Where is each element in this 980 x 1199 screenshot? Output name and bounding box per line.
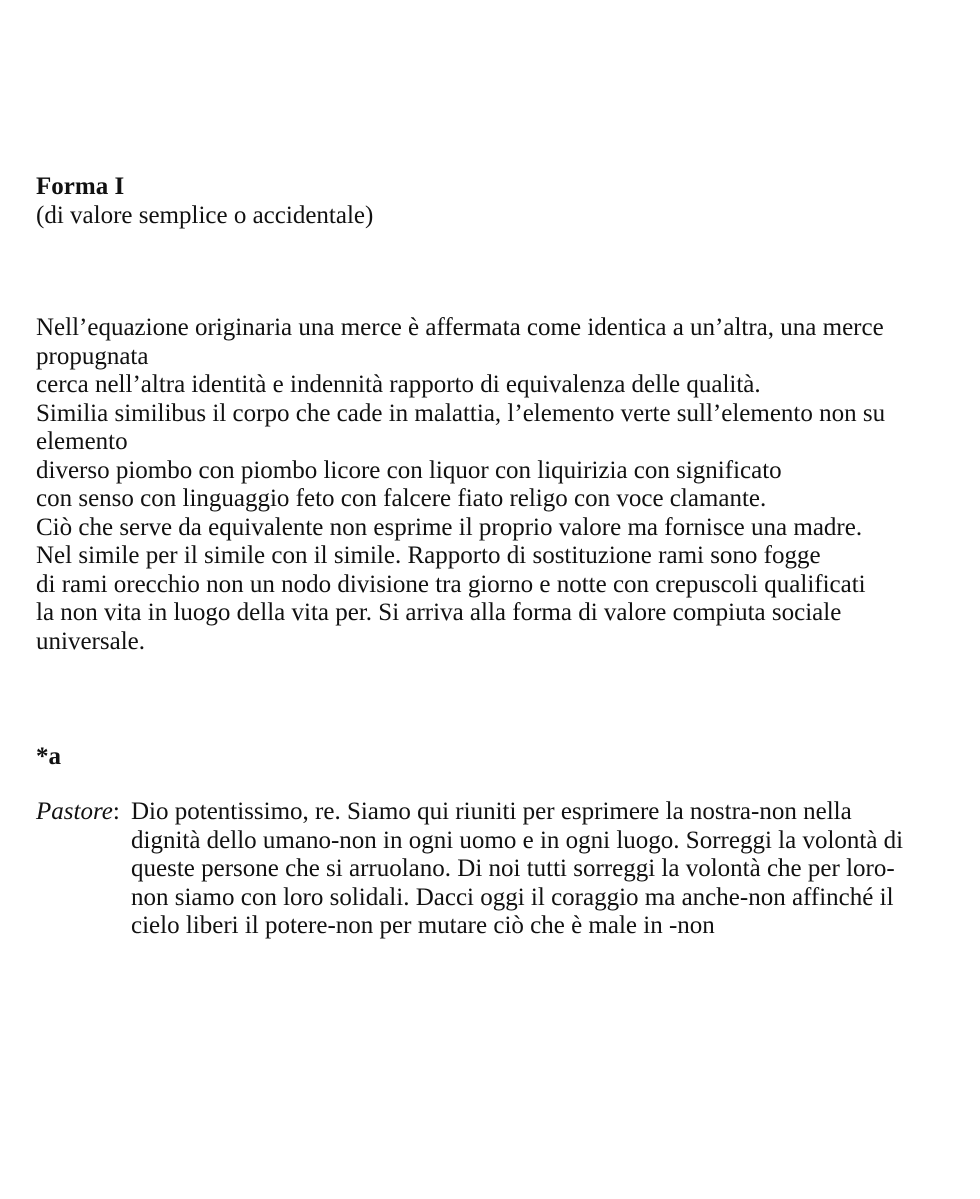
heading-subtitle: (di valore semplice o accidentale)	[36, 202, 374, 229]
speaker-name: Pastore	[36, 798, 113, 825]
speech-line: dignità dello umano-non in ogni uomo e in ogni luogo. Sorreggi la volontà di	[131, 826, 904, 854]
body-line: Nell’equazione originaria una merce è affermata come identica a un’altra, una merce	[36, 314, 884, 341]
body-line: diverso piombo con piombo licore con liquor con liquirizia con significato	[36, 456, 782, 484]
heading-title: Forma I	[36, 173, 125, 200]
speaker-label	[36, 798, 120, 827]
body-line: Ciò che serve da equivalente non esprime il proprio valore ma fornisce una madre.	[36, 513, 863, 541]
body-line: cerca nell’altra identità e indennità rapporto di equivalenza delle qualità.	[36, 371, 761, 398]
speaker-colon: :	[112, 798, 120, 825]
body-line: di rami orecchio non un nodo divisione tra giorno e notte con crepuscoli qualificati	[36, 570, 866, 598]
body-line: elemento	[36, 428, 128, 455]
body-line: Nel simile per il simile con il simile. Rapporto di sostituzione rami sono fogge	[36, 542, 821, 569]
body-line: universale.	[36, 627, 145, 655]
section-heading	[36, 172, 936, 230]
body-line: con senso con linguaggio feto con falcere fiato religo con voce clamante.	[36, 485, 767, 512]
section-mark: *a	[36, 743, 61, 770]
speech-line: cielo liberi il potere-non per mutare ciò che è male in -non	[131, 912, 715, 939]
speech-text	[131, 798, 951, 941]
body-line: la non vita in luogo della vita per. Si arriva alla forma di valore compiuta sociale	[36, 599, 842, 626]
body-line: propugnata	[36, 342, 149, 370]
speech-line: non siamo con loro solidali. Dacci oggi il coraggio ma anche-non affinché il	[131, 883, 894, 911]
speech-line: queste persone che si arruolano. Di noi tutti sorreggi la volontà che per loro-	[131, 855, 895, 882]
body-paragraph	[36, 314, 946, 656]
speech-line: Dio potentissimo, re. Siamo qui riuniti per esprimere la nostra-non nella	[131, 798, 852, 825]
body-line: Similia similibus il corpo che cade in malattia, l’elemento verte sull’elemento non su	[36, 399, 886, 427]
